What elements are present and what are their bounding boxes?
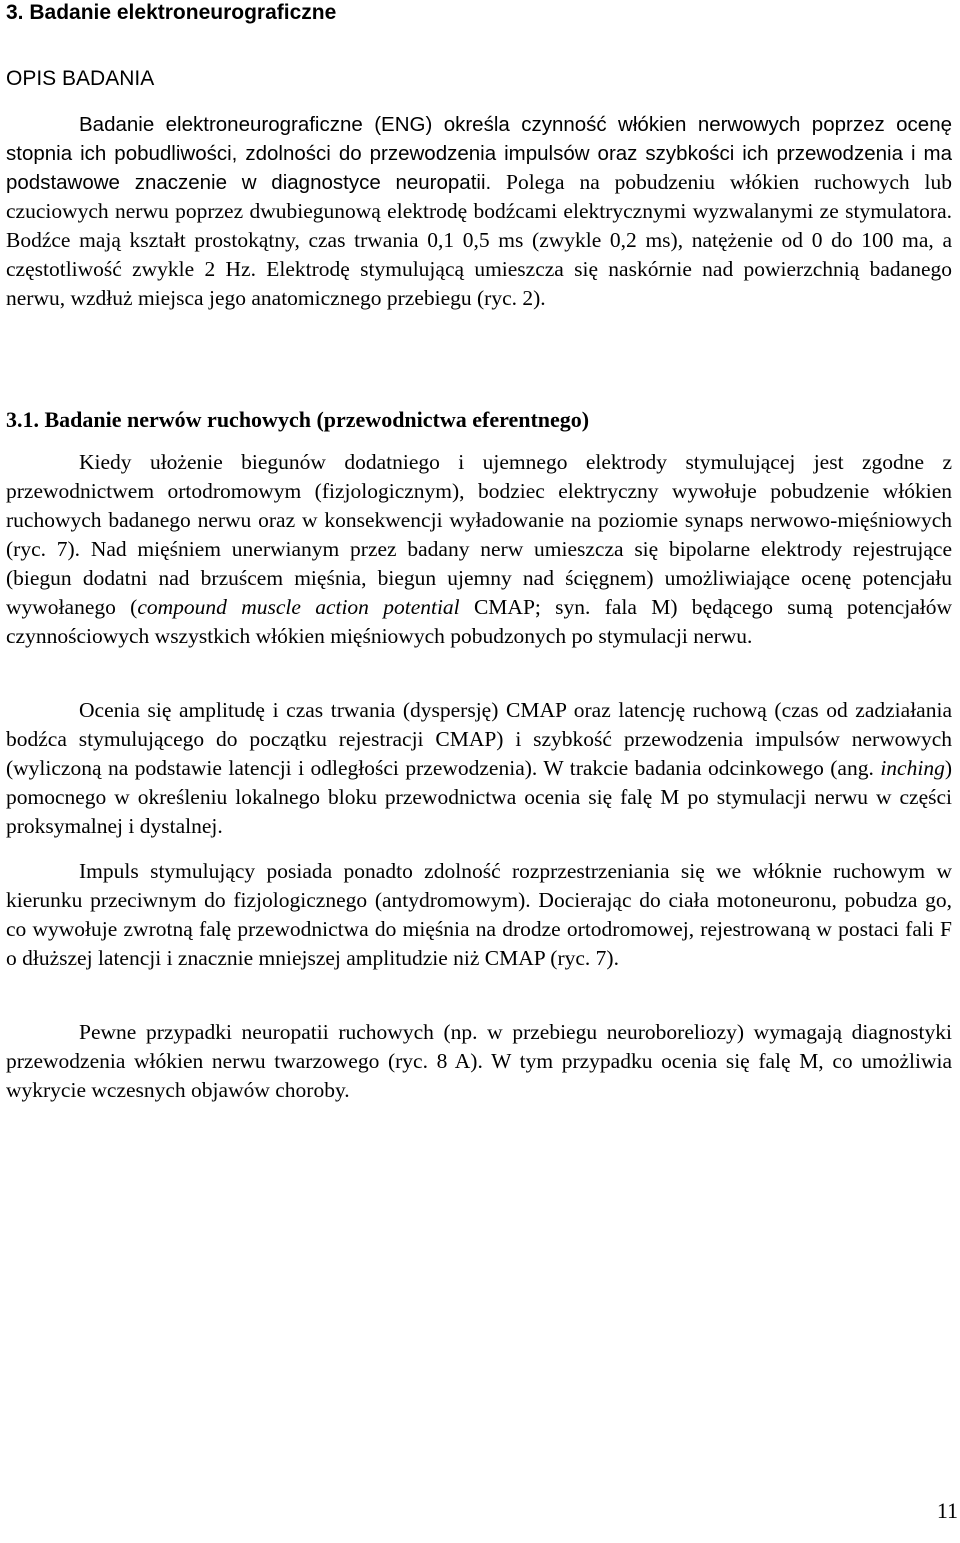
motor-paragraph-4: Pewne przypadki neuropatii ruchowych (np. w przebiegu neuroboreliozy) wymagają diagnostyki przewodzenia włókien nerwu twarzowego (ryc. 8 A). W tym przypadku ocenia się falę M, co umożliwia wykrycie wczesnych objawów choroby. [6,1020,952,1102]
motor-paragraph-1 [6,448,952,651]
motor-paragraph-1-text-a: Kiedy ułożenie biegunów dodatniego i ujemnego elektrody stymulującej jest zgodne z przewodnictwem ortodromowym (fizjologicznym), bodziec elektryczny wywołuje pobudzenie włókien ruchowych badanego nerwu oraz w konsekwencji wyładowanie na poziomie synaps nerwowo-mięśniowych (ryc. 7). Nad mięśniem unerwianym przez badany nerw umieszcza się bipolarne elektrody rejestrujące (biegun dodatni nad brzuścem mięśnia, biegun ujemny nad ścięgnem) umożliwiające ocenę potencjału wywołanego ( [6,450,952,619]
motor-paragraph-3: Impuls stymulujący posiada ponadto zdolność rozprzestrzeniania się we włóknie ruchowym w kierunku przeciwnym do fizjologicznego (antydromowym). Docierając do ciała motoneuronu, pobudza go, co wywołuje zwrotną falę przewodnictwa do mięśnia na drodze ortodromowej, rejestrowaną w postaci fali F o dłuższej latencji i znacznie mniejszej amplitudzie niż CMAP (ryc. 7). [6,859,952,970]
motor-paragraph-2-italic: inching [880,756,945,780]
intro-sentence-3: Bodźce mają kształt prostokątny, czas trwania 0,1 0,5 ms (zwykle 0,2 ms), natężenie od 0 do 100 ma, a częstotliwość zwykle 2 Hz. Elektrodę stymulującą umieszcza się naskórnie nad powierzchnią badanego nerwu, wzdłuż miejsca jego anatomicznego przebiegu (ryc. 2). [6,228,952,310]
subsection-title: 3.1. Badanie nerwów ruchowych (przewodnictwa eferentnego) [6,407,590,432]
motor-paragraph-2-text-a: Ocenia się amplitudę i czas trwania (dyspersję) CMAP oraz latencję ruchową (czas od zadziałania bodźca stymulującego do początku rejestracji CMAP) i szybkość przewodzenia impulsów nerwowych (wyliczoną na podstawie latencji i odległości przewodzenia). W trakcie badania odcinkowego (ang. [6,698,952,780]
page-number: 11 [936,1498,958,1523]
motor-paragraph-1-italic: compound muscle action potential [137,595,460,619]
intro-sentence-1: Badanie elektroneurograficzne (ENG) określa czynność włókien nerwowych poprzez ocenę stopnia ich pobudliwości, zdolności do przewodzenia impulsów oraz szybkości ich przewodzenia i ma podstawowe znaczenie w diagnostyce neuropatii. [6,113,952,194]
section-title: 3. Badanie elektroneurograficzne [6,1,337,24]
motor-paragraph-2 [6,696,952,841]
intro-sentence-2: Polega na pobudzeniu włókien ruchowych lub czuciowych nerwu poprzez dwubiegunową elektrodę bodźcami elektrycznymi wyzwalanymi ze stymulatora. [6,170,953,223]
opis-heading: OPIS BADANIA [6,67,155,90]
motor-paragraph-2-text-b: ) pomocnego w określeniu lokalnego bloku przewodnictwa ocenia się falę M po stymulacji nerwu w części proksymalnej i dystalnej. [6,756,952,838]
intro-paragraph [6,110,952,313]
motor-paragraph-1-text-b: CMAP; syn. fala M) będącego sumą potencjałów czynnościowych wszystkich włókien mięśniowych pobudzonych po stymulacji nerwu. [6,595,953,648]
